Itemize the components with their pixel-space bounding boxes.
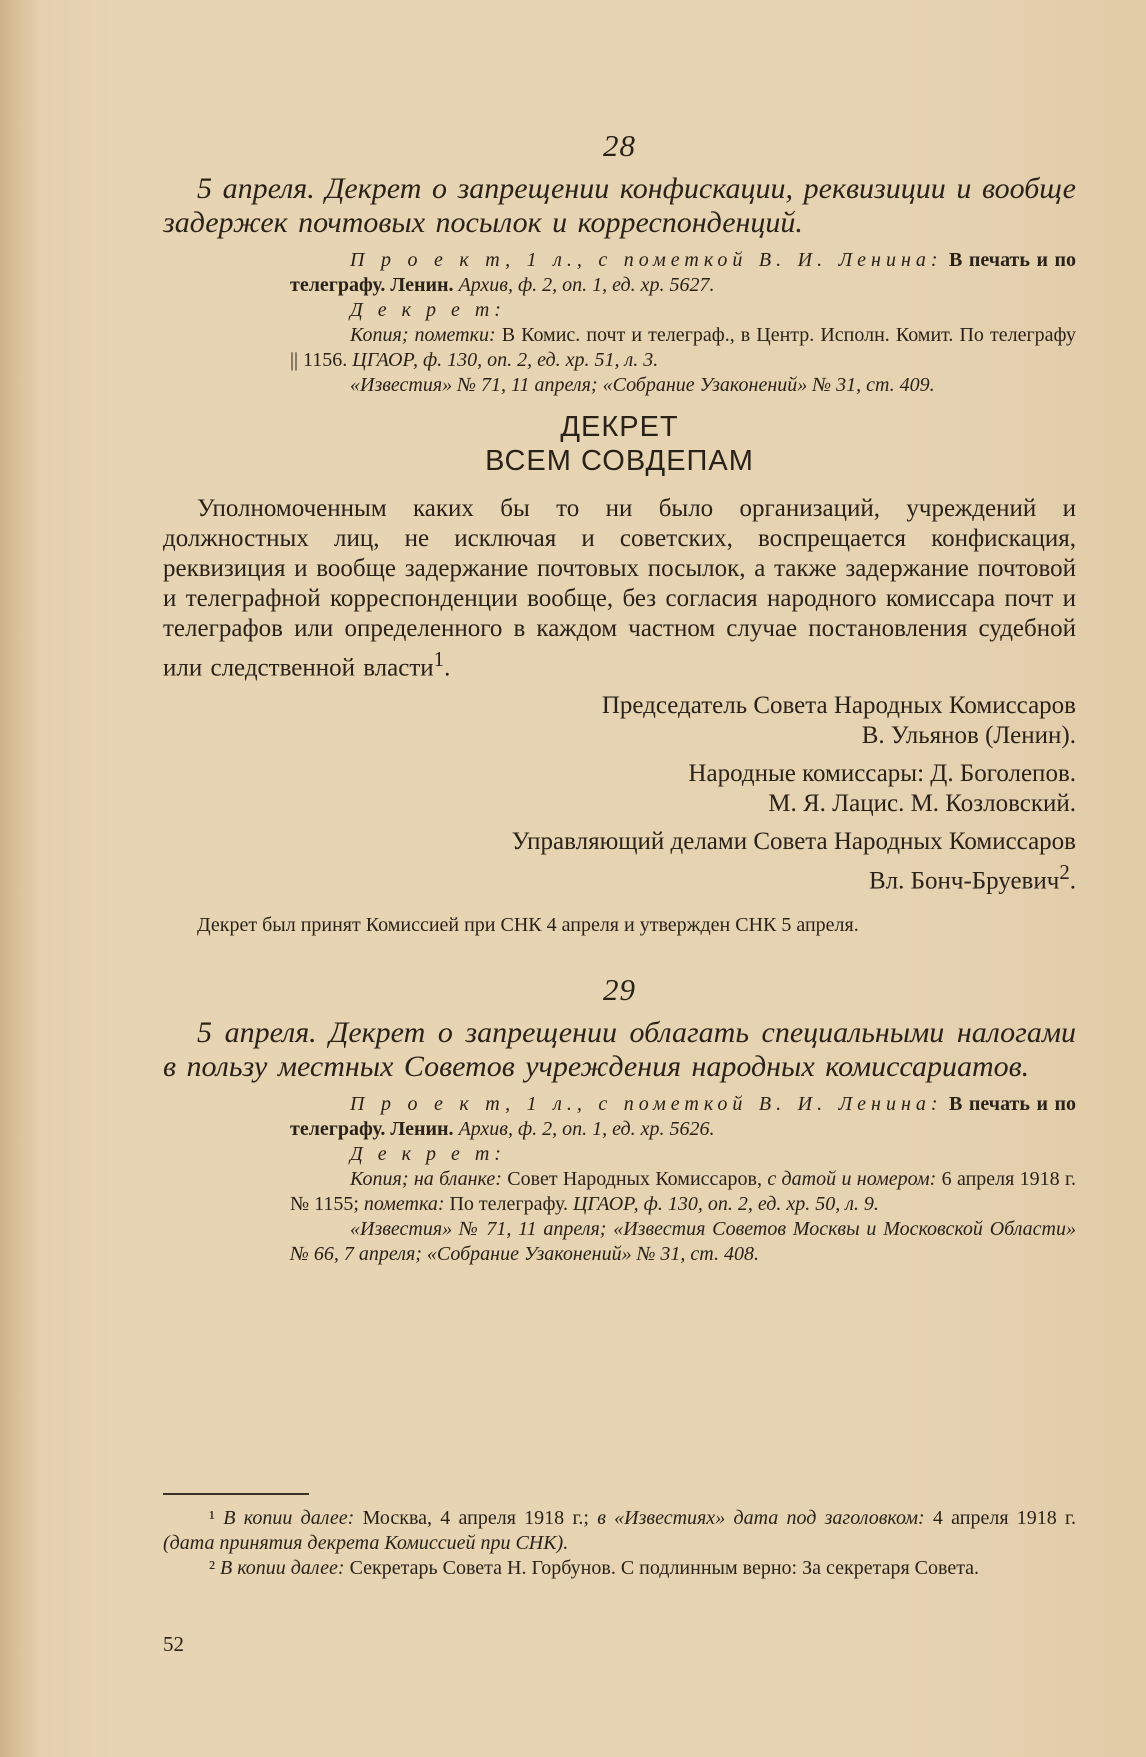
section-28-closing-note: Декрет был принят Комиссией при СНК 4 апреля и утвержден СНК 5 апреля.: [197, 913, 859, 936]
section-28-heading: 5 апреля. Декрет о запрещении конфискации, реквизиции и вообще задержек почтовых посылок и корреспонденций.: [163, 172, 1076, 239]
footnote-2: ² В копии далее: Секретарь Совета Н. Горбунов. С подлинным верно: За секретаря Совета.: [209, 1557, 980, 1579]
signatures-commissars: Народные комиссары: Д. Боголепов. М. Я. Лацис. М. Козловский.: [688, 760, 1076, 818]
decree-title: ДЕКРЕТ ВСЕМ СОВДЕПАМ: [485, 411, 754, 477]
page-edge-shadow: [0, 0, 38, 1757]
page-content: [163, 128, 1076, 1277]
footnote-1: ¹ В копии далее: Москва, 4 апреля 1918 г.; в «Известиях» дата под заголовком: 4 апреля 1918 г. (дата принятия декрета Комиссией при СНК).: [163, 1507, 1076, 1554]
signatures-chairman: Председатель Совета Народных Комиссаров В. Ульянов (Ленин).: [601, 692, 1076, 750]
section-28-note-2: Д е к р е т:: [350, 299, 506, 321]
footnote-rule: [163, 1493, 309, 1495]
section-28-note-3: Копия; пометки: В Комис. почт и телеграф., в Центр. Исполн. Комит. По телеграфу || 1156. ЦГАОР, ф. 130, оп. 2, ед. хр. 51, л. 3.: [290, 324, 1076, 371]
section-29-note-4: «Известия» № 71, 11 апреля; «Известия Советов Москвы и Московской Области» № 66, 7 апреля; «Собрание Узаконений» № 31, ст. 408.: [290, 1217, 1076, 1265]
page-number: 52: [163, 1632, 184, 1656]
footnotes: [163, 1506, 1076, 1581]
section-29-notes: [163, 1092, 1076, 1267]
footnote-ref-2: 2: [1059, 860, 1070, 885]
section-29-number: 29: [603, 971, 636, 1007]
section-29-note-3: Копия; на бланке: Совет Народных Комиссаров, с датой и номером: 6 апреля 1918 г. № 1155; пометка: По телеграфу. ЦГАОР, ф. 130, оп. 2, ед. хр. 50, л. 9.: [290, 1167, 1076, 1215]
decree-body: Уполномоченным каких бы то ни было организаций, учреждений и должностных лиц, не исключая и советских, воспрещается конфискация, реквизиция и вообще задержание почтовых посылок, а также задержание почтовой и телеграфной корреспонденции вообще, без согласия народного комиссара почт и телеграфов или определенного в каждом частном случае постановления судебной или следственной власти$^1$.: [163, 495, 1076, 682]
section-28-note-4: «Известия» № 71, 11 апреля; «Собрание Узаконений» № 31, ст. 409.: [350, 374, 935, 396]
section-29-note-1: П р о е к т, 1 л., с пометкой В. И. Ленина: В печать и по телеграфу. Ленин. Архив, ф. 2, оп. 1, ед. хр. 5626.: [290, 1092, 1077, 1140]
section-28-note-1: П р о е к т, 1 л., с пометкой В. И. Ленина: В печать и по телеграфу. Ленин. Архив, ф. 2, оп. 1, ед. хр. 5627.: [290, 249, 1077, 296]
section-29-note-2: Д е к р е т:: [350, 1142, 506, 1165]
signatures-manager: Управляющий делами Совета Народных Комиссаров Вл. Бонч-Бруевич$^2$.: [511, 828, 1076, 895]
section-29-heading: 5 апреля. Декрет о запрещении облагать специальными налогами в пользу местных Советов учреждения народных комиссариатов.: [163, 1015, 1076, 1083]
section-28-number: 28: [603, 128, 636, 163]
section-28-notes: [163, 248, 1076, 398]
footnote-ref-1: 1: [433, 647, 445, 671]
